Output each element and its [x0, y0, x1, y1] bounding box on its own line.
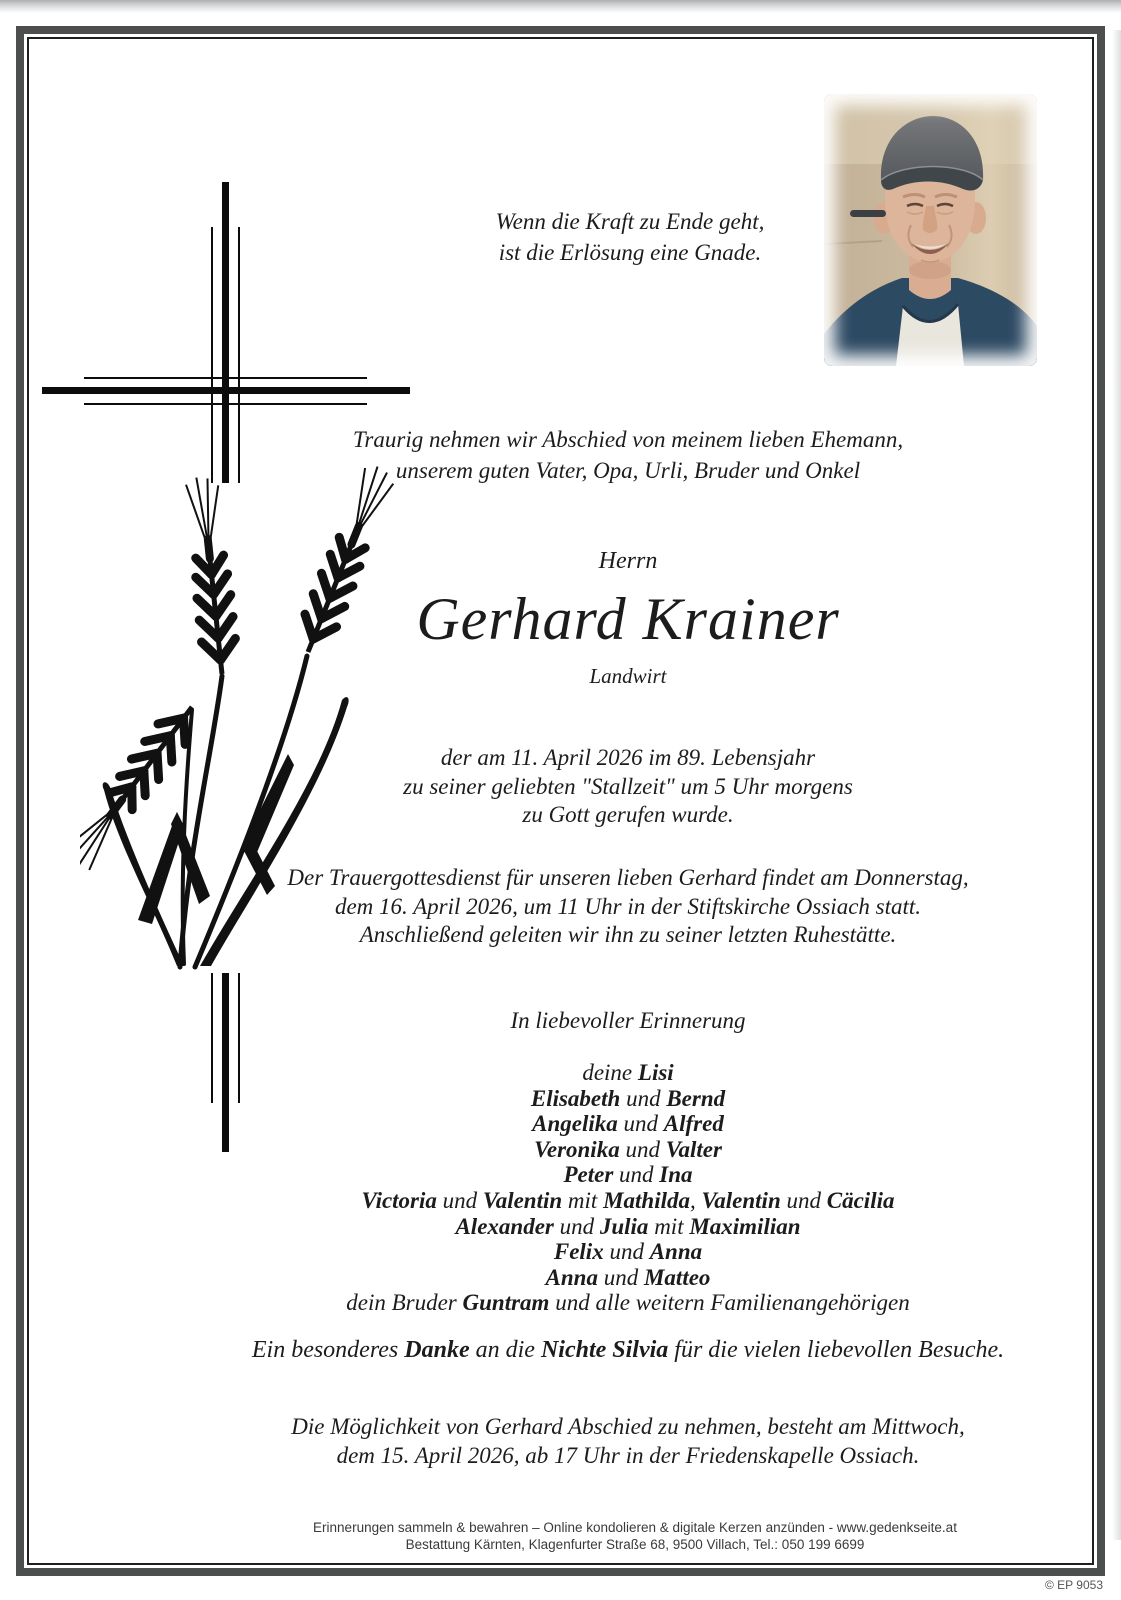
deceased-name: Gerhard Krainer — [416, 586, 840, 652]
farewell-intro — [258, 424, 998, 486]
scan-artifact-right — [1112, 30, 1121, 1540]
funeral-service-details — [218, 864, 1038, 950]
text-line: Die Möglichkeit von Gerhard Abschied zu nehmen, besteht am Mittwoch, — [291, 1414, 965, 1439]
text-line: Anschließend geleiten wir ihn zu seiner letzten Ruhestätte. — [359, 922, 897, 947]
remembrance-heading: In liebevoller Erinnerung — [510, 1008, 746, 1033]
deceased-profession: Landwirt — [589, 664, 667, 688]
cross-vertical-thick-top — [222, 182, 229, 483]
text-line: dem 15. April 2026, ab 17 Uhr in der Friedenskapelle Ossiach. — [336, 1443, 920, 1468]
cross-vertical-thin-left-top — [211, 227, 213, 483]
text-line: Alexander und Julia mit Maximilian — [455, 1213, 801, 1239]
cross-vertical-thin-right-top — [238, 227, 240, 483]
text-line: der am 11. April 2026 im 89. Lebensjahr — [440, 745, 816, 770]
text-line: dein Bruder Guntram und alle weitern Familienangehörigen — [346, 1290, 910, 1316]
text-line: Erinnerungen sammeln & bewahren – Online kondolieren & digitale Kerzen anzünden - www.gedenkseite.at — [313, 1520, 957, 1535]
text-line: zu seiner geliebten "Stallzeit" um 5 Uhr morgens — [403, 773, 853, 799]
text-line: Felix und Anna — [553, 1239, 703, 1265]
text-line: zu Gott gerufen wurde. — [522, 802, 734, 827]
thanks-note: Ein besonderes Danke an die Nichte Silvia für die vielen liebevollen Besuche. — [251, 1337, 1005, 1363]
text-line: unserem guten Vater, Opa, Urli, Bruder und Onkel — [395, 458, 861, 483]
scan-artifact-top — [0, 0, 1121, 13]
print-code: © EP 9053 — [1045, 1578, 1103, 1592]
text-line: deine Lisi — [582, 1060, 674, 1085]
text-line: Wenn die Kraft zu Ende geht, — [495, 209, 765, 234]
cross-horizontal-thick — [42, 387, 410, 394]
text-line: Anna und Matteo — [545, 1264, 711, 1290]
text-line: Peter und Ina — [563, 1162, 693, 1188]
text-line: Der Trauergottesdienst für unseren lieben Gerhard findet am Donnerstag, — [287, 865, 969, 890]
death-announcement — [258, 744, 998, 830]
text-line: Bestattung Kärnten, Klagenfurter Straße 68, 9500 Villach, Tel.: 050 199 6699 — [405, 1536, 865, 1552]
text-line: Traurig nehmen wir Abschied von meinem lieben Ehemann, — [352, 427, 904, 452]
cross-horizontal-thin-bottom — [84, 403, 367, 405]
text-line: ist die Erlösung eine Gnade. — [498, 240, 762, 265]
funeral-home-footer — [185, 1520, 1085, 1553]
mourners-list — [158, 1060, 1098, 1316]
text-line: Elisabeth und Bernd — [530, 1085, 726, 1111]
cross-horizontal-thin-top — [84, 377, 367, 379]
memorial-quote — [350, 206, 910, 268]
viewing-details — [218, 1412, 1038, 1470]
salutation: Herrn — [598, 548, 658, 574]
text-line: Victoria und Valentin mit Mathilda, Valentin und Cäcilia — [361, 1187, 895, 1213]
text-line: Veronika und Valter — [534, 1136, 722, 1162]
text-line: Angelika und Alfred — [532, 1111, 724, 1137]
text-line: dem 16. April 2026, um 11 Uhr in der Stiftskirche Ossiach statt. — [334, 893, 922, 919]
